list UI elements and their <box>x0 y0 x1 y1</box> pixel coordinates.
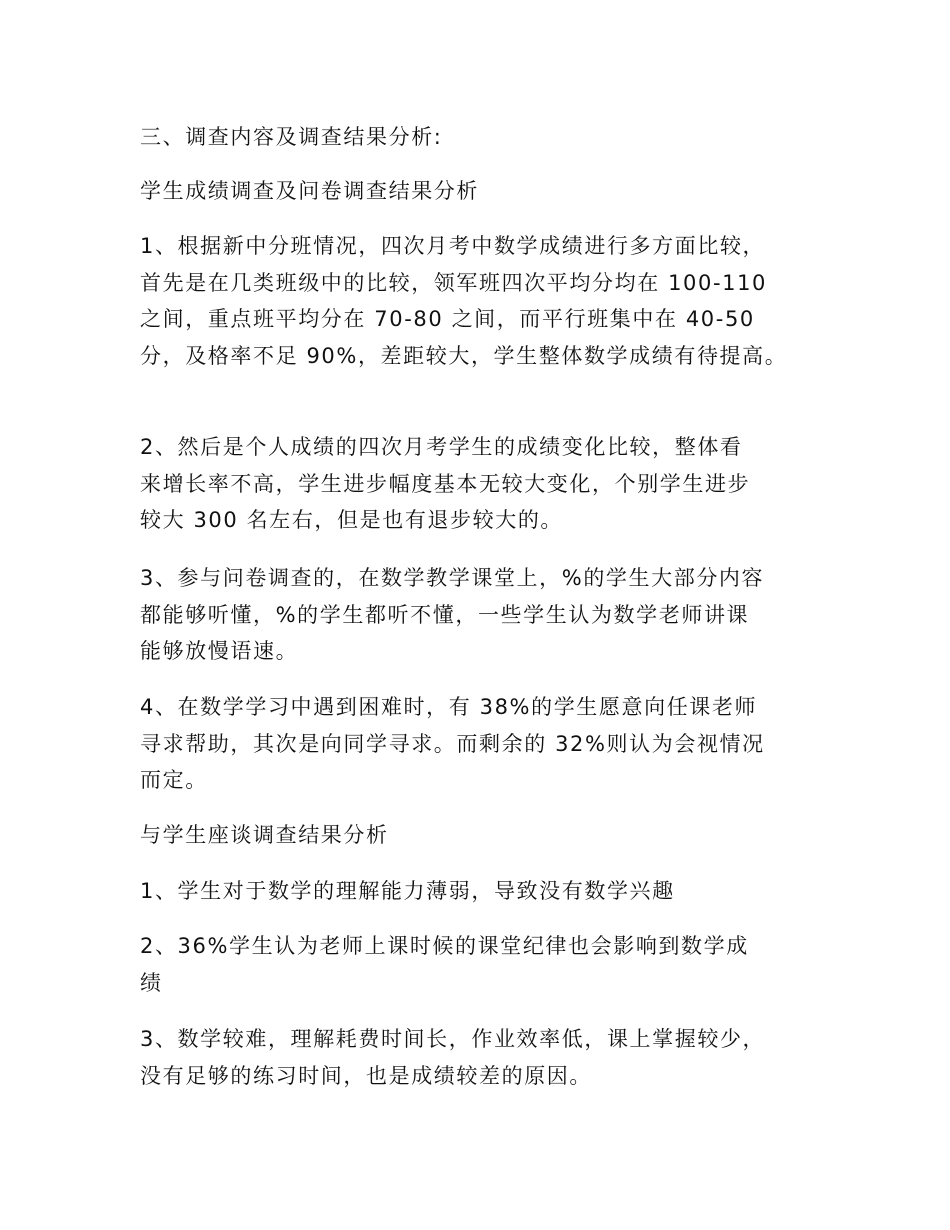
discussion-item-2 <box>140 928 749 1001</box>
text-line: 2、36%学生认为老师上课时候的课堂纪律也会影响到数学成 <box>140 934 749 958</box>
text-line: 首先是在几类班级中的比较，领军班四次平均分均在 100-110 <box>140 270 768 295</box>
text-line: 3、参与问卷调查的，在数学教学课堂上，%的学生大部分内容 <box>140 566 765 590</box>
section-heading <box>140 119 442 156</box>
subsection-heading-2 <box>140 817 389 854</box>
text-line: 都能够听懂，%的学生都听不懂，一些学生认为数学老师讲课 <box>140 602 750 627</box>
text-line: 没有足够的练习时间，也是成绩较差的原因。 <box>140 1063 592 1088</box>
text-line: 1、学生对于数学的理解能力薄弱，导致没有数学兴趣 <box>140 879 675 903</box>
text-line: 三、调查内容及调查结果分析: <box>140 125 443 149</box>
text-line: 能够放慢语速。 <box>140 639 299 664</box>
paragraph-1 <box>140 228 787 375</box>
paragraph-3 <box>140 560 764 670</box>
text-line: 绩 <box>140 970 163 995</box>
paragraph-2 <box>140 429 750 539</box>
text-line: 4、在数学学习中遇到困难时，有 38%的学生愿意向任课老师 <box>140 695 758 719</box>
paragraph-4 <box>140 689 765 799</box>
text-line: 学生成绩调查及问卷调查结果分析 <box>140 179 479 203</box>
text-line: 而定。 <box>140 768 208 793</box>
text-line: 来增长率不高，学生进步幅度基本无较大变化，个别学生进步 <box>140 471 751 496</box>
text-line: 寻求帮助，其次是向同学寻求。而剩余的 32%则认为会视情况 <box>140 731 765 756</box>
text-line: 1、根据新中分班情况，四次月考中数学成绩进行多方面比较， <box>140 234 766 258</box>
text-line: 与学生座谈调查结果分析 <box>140 823 389 847</box>
text-line: 较大 300 名左右，但是也有退步较大的。 <box>140 508 564 533</box>
text-line: 3、数学较难，理解耗费时间长，作业效率低，课上掌握较少， <box>140 1027 766 1051</box>
text-line: 之间，重点班平均分在 70-80 之间，而平行班集中在 40-50 <box>140 307 755 332</box>
discussion-item-1 <box>140 873 675 910</box>
text-line: 2、然后是个人成绩的四次月考学生的成绩变化比较，整体看 <box>140 435 743 459</box>
subsection-heading <box>140 173 479 210</box>
text-line: 分，及格率不足 90%，差距较大，学生整体数学成绩有待提高。 <box>140 344 788 369</box>
discussion-item-3 <box>140 1021 765 1094</box>
